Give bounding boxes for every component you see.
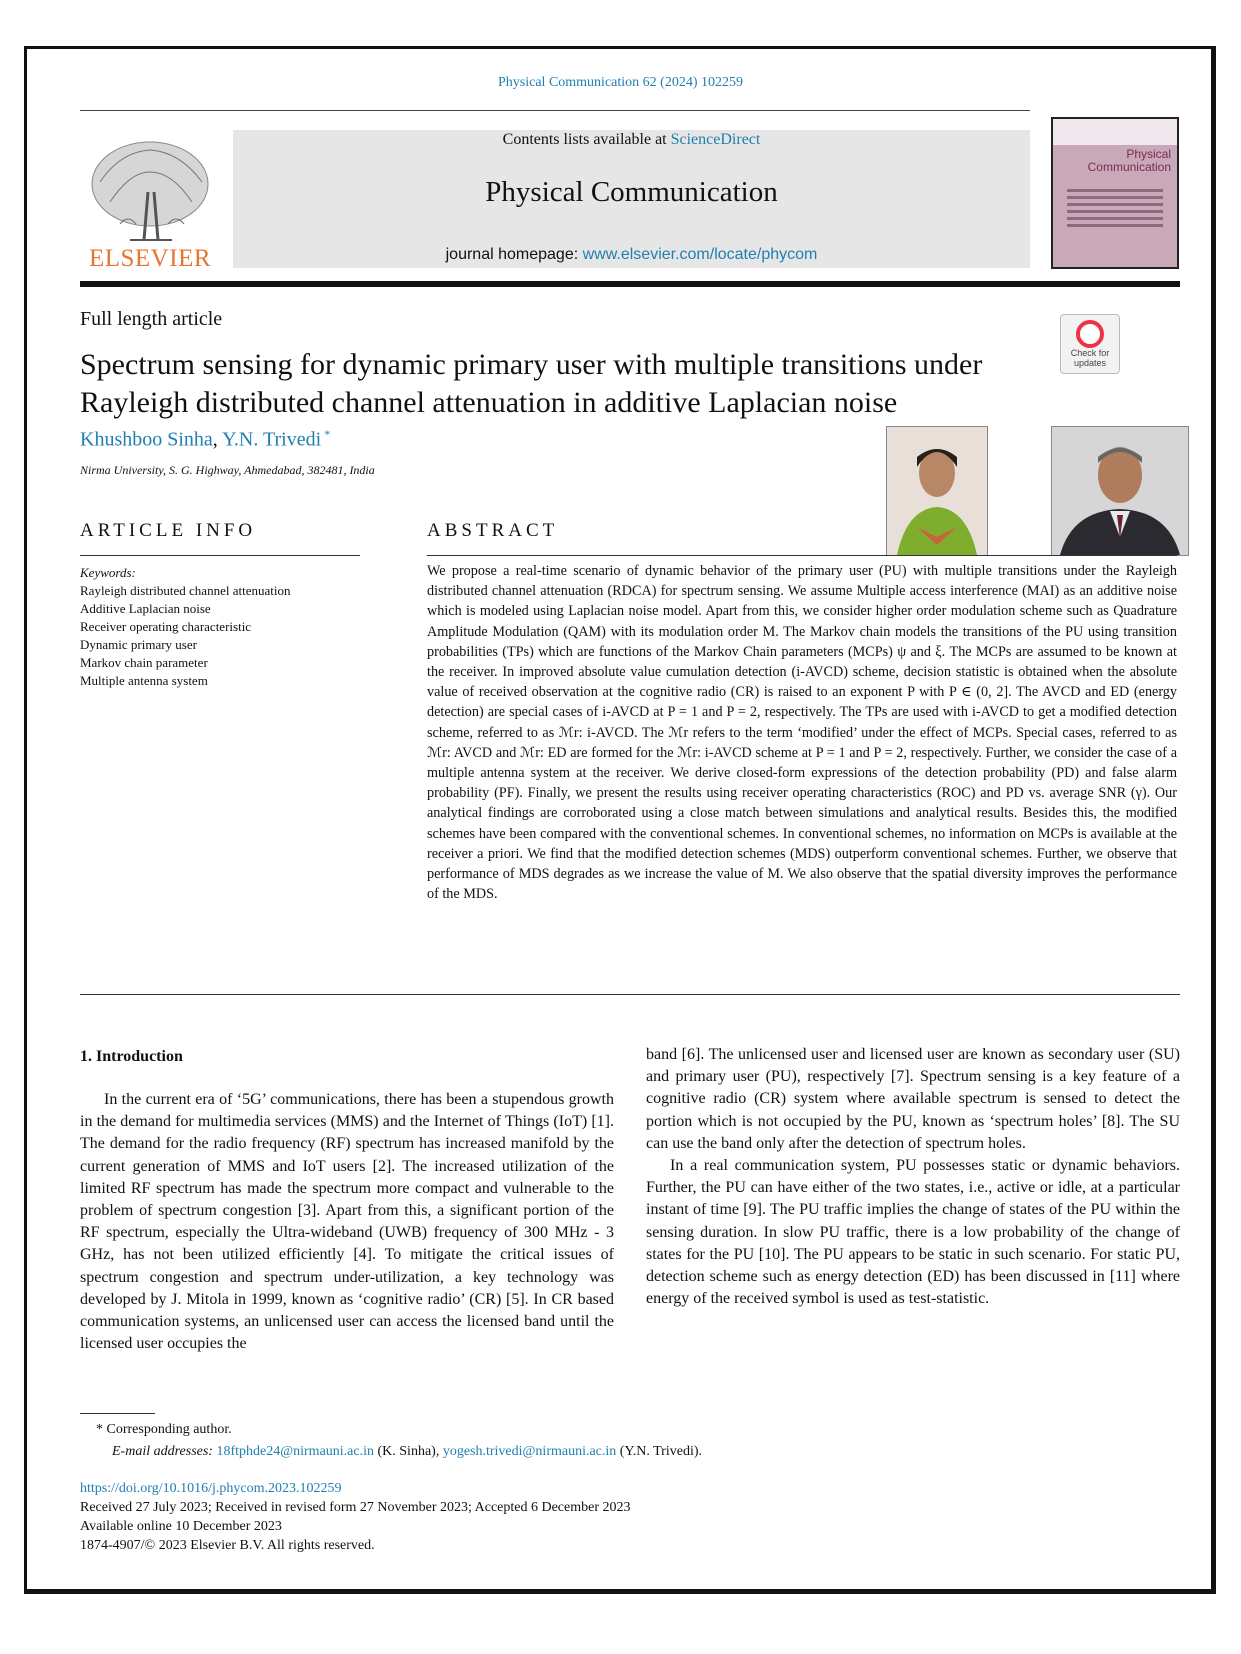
corresponding-author-marker[interactable]: * (321, 427, 331, 441)
keyword-item: Receiver operating characteristic (80, 619, 252, 634)
body-column-right (646, 1044, 1180, 1310)
homepage-line (233, 246, 1030, 264)
article-info-rule (80, 555, 360, 556)
author-list (80, 427, 330, 452)
intro-paragraph-3: In a real communication system, PU possesses static or dynamic behaviors. Further, the PU can have either of the two states, i.e., active or idle, at a particular instant of time [9]. The PU traffic implies the change of states of the PU within the sensing duration. In slow PU traffic, there is a low probability of the change of states for the PU [10]. The PU appears to be static in such scenario. For static PU, detection scheme such as energy detection (ED) has been discussed in [11] where energy of the received symbol is used as test-statistic. (646, 1157, 1180, 1308)
email-owner-trivedi: (Y.N. Trivedi). (616, 1444, 702, 1459)
email-label: E-mail addresses: (112, 1444, 213, 1459)
cover-top-band (1053, 119, 1177, 145)
journal-title: Physical Communication (485, 176, 778, 208)
author-photo-sinha (886, 426, 988, 556)
cover-title-line1: Physical (1126, 147, 1171, 161)
article-info-heading: ARTICLE INFO (80, 520, 257, 541)
journal-cover-thumbnail[interactable] (1051, 117, 1179, 269)
publication-info (80, 1479, 631, 1555)
title-line-2: Rayleigh distributed channel attenuation in additive Laplacian noise (80, 386, 898, 419)
body-column-left (80, 1089, 614, 1355)
article-title (80, 346, 1040, 422)
author-separator: , (212, 428, 223, 451)
received-dates: Received 27 July 2023; Received in revised form 27 November 2023; Accepted 6 December 2023 (80, 1500, 631, 1515)
email-owner-sinha: (K. Sinha), (374, 1444, 443, 1459)
cover-title (1053, 148, 1177, 174)
crossmark-icon (1076, 320, 1104, 348)
doi-link[interactable]: https://doi.org/10.1016/j.phycom.2023.102259 (80, 1481, 342, 1496)
keywords-block (80, 564, 290, 690)
author-trivedi[interactable]: Y.N. Trivedi (222, 428, 322, 451)
cover-title-line2: Communication (1087, 160, 1171, 174)
abstract-rule (427, 555, 1177, 556)
footnote-rule (80, 1413, 155, 1414)
keywords-label: Keywords: (80, 565, 136, 580)
sciencedirect-link[interactable]: ScienceDirect (670, 131, 761, 148)
contents-prefix: Contents lists available at (502, 131, 671, 148)
cover-text-lines (1067, 185, 1163, 231)
keyword-item: Additive Laplacian noise (80, 601, 211, 616)
author-sinha[interactable]: Khushboo Sinha (80, 428, 213, 451)
check-for-updates-button[interactable] (1060, 314, 1120, 374)
homepage-prefix: journal homepage: (445, 246, 583, 263)
contents-line (233, 131, 1030, 149)
portrait-sinha (887, 427, 987, 555)
keyword-item: Rayleigh distributed channel attenuation (80, 583, 291, 598)
affiliation: Nirma University, S. G. Highway, Ahmedabad, 382481, India (80, 463, 375, 477)
keyword-item: Markov chain parameter (80, 655, 208, 670)
article-type: Full length article (80, 308, 223, 330)
keyword-item: Multiple antenna system (80, 673, 208, 688)
header-thick-rule (80, 281, 1180, 287)
introduction-heading: 1. Introduction (80, 1048, 183, 1065)
journal-reference[interactable]: Physical Communication 62 (2024) 102259 (498, 75, 743, 90)
check-for-updates-label: Check for updates (1070, 348, 1110, 368)
abstract-text: We propose a real-time scenario of dynamic behavior of the primary user (PU) with multiple transitions under the Rayleigh distributed channel attenuation (RDCA) for spectrum sensing. We assume Multiple access interference (MAI) as an additive noise which is modeled using Laplacian noise model. Apart from this, we consider higher order modulation scheme such as Quadrature Amplitude Modulation (QAM) with its modulation order M. The Markov chain models the transitions of the PU using transition probabilities (TPs) which are functions of the Markov Chain parameters (MCPs) ψ and ξ. The MCPs are assumed to be known at the receiver. In improved absolute value cumulation detection (i-AVCD) scheme, decision statistic is obtained when the absolute value of received observation at the cognitive radio (CR) is raised to an exponent P with P ∈ (0, 2]. The AVCD and ED (energy detection) are special cases of i-AVCD at P = 1 and P = 2, respectively. The TPs are used with i-AVCD to get a modified detection scheme, referred to as ℳr: i-AVCD. The ℳr refers to the term ‘modified’ under the effect of MCPs. Special cases, referred to as ℳr: AVCD and ℳr: ED are formed for the ℳr: i-AVCD scheme at P = 1 and P = 2, respectively. Further, we consider the case of a multiple antenna system at the receiver. We derive closed-form expressions of the detection probability (PD) and false alarm probability (PF). Finally, we present the results using receiver operating characteristics (ROC) and PD vs. average SNR (γ). Our analytical findings are corroborated using a close match between simulations and analytical results. Besides this, the modified schemes have been compared with the conventional schemes. In conventional schemes, no information on MCPs is available at the receiver a priori. We find that the modified detection schemes (MDS) outperform conventional schemes. Further, we observe that performance of MDS degrades as we increase the value of M. We also observe that the spatial diversity improves the performance of the MDS. (427, 563, 1177, 903)
portrait-trivedi (1052, 427, 1188, 555)
email-link-trivedi[interactable]: yogesh.trivedi@nirmauni.ac.in (442, 1444, 617, 1459)
homepage-link[interactable]: www.elsevier.com/locate/phycom (582, 246, 818, 263)
copyright-notice: 1874-4907/© 2023 Elsevier B.V. All rights reserved. (80, 1538, 375, 1553)
footnotes (80, 1419, 702, 1463)
email-link-sinha[interactable]: 18ftphde24@nirmauni.ac.in (216, 1444, 374, 1459)
keyword-item: Dynamic primary user (80, 637, 197, 652)
title-line-1: Spectrum sensing for dynamic primary user with multiple transitions under (80, 348, 983, 381)
footnote-star: * (96, 1422, 103, 1437)
abstract-heading: ABSTRACT (427, 520, 559, 541)
author-photo-trivedi (1051, 426, 1189, 556)
available-online: Available online 10 December 2023 (80, 1519, 282, 1534)
header-rule (80, 110, 1030, 111)
intro-paragraph-2: band [6]. The unlicensed user and licensed user are known as secondary user (SU) and primary user (PU), respectively [7]. Spectrum sensing is a key feature of a cognitive radio (CR) system where available spectrum is sensed to detect the portion which is not occupied by the PU, known as ‘spectrum holes’ [8]. The SU can use the band only after the detection of spectrum holes. (646, 1046, 1180, 1152)
intro-paragraph-1: In the current era of ‘5G’ communications, there has been a stupendous growth in the demand for multimedia services (MMS) and the Internet of Things (IoT) [1]. The demand for the radio frequency (RF) spectrum has increased manifold by the current generation of MMS and IoT users [2]. The increased utilization of the limited RF spectrum has made the spectrum more compact and vulnerable to the problem of spectrum congestion [3]. Apart from this, a significant portion of the RF spectrum, especially the Ultra-wideband (UWB) frequency of 300 MHz - 3 GHz, has not been utilized efficiently [4]. To mitigate the critical issues of spectrum congestion and spectrum under-utilization, a key technology was developed by J. Mitola in 1999, known as ‘cognitive radio’ (CR) [5]. In CR based communication systems, an unlicensed user can access the licensed band until the licensed user occupies the (80, 1091, 614, 1353)
publisher-wordmark[interactable]: ELSEVIER (88, 245, 212, 272)
corresponding-author-note: Corresponding author. (106, 1422, 232, 1437)
abstract-bottom-rule (80, 994, 1180, 995)
